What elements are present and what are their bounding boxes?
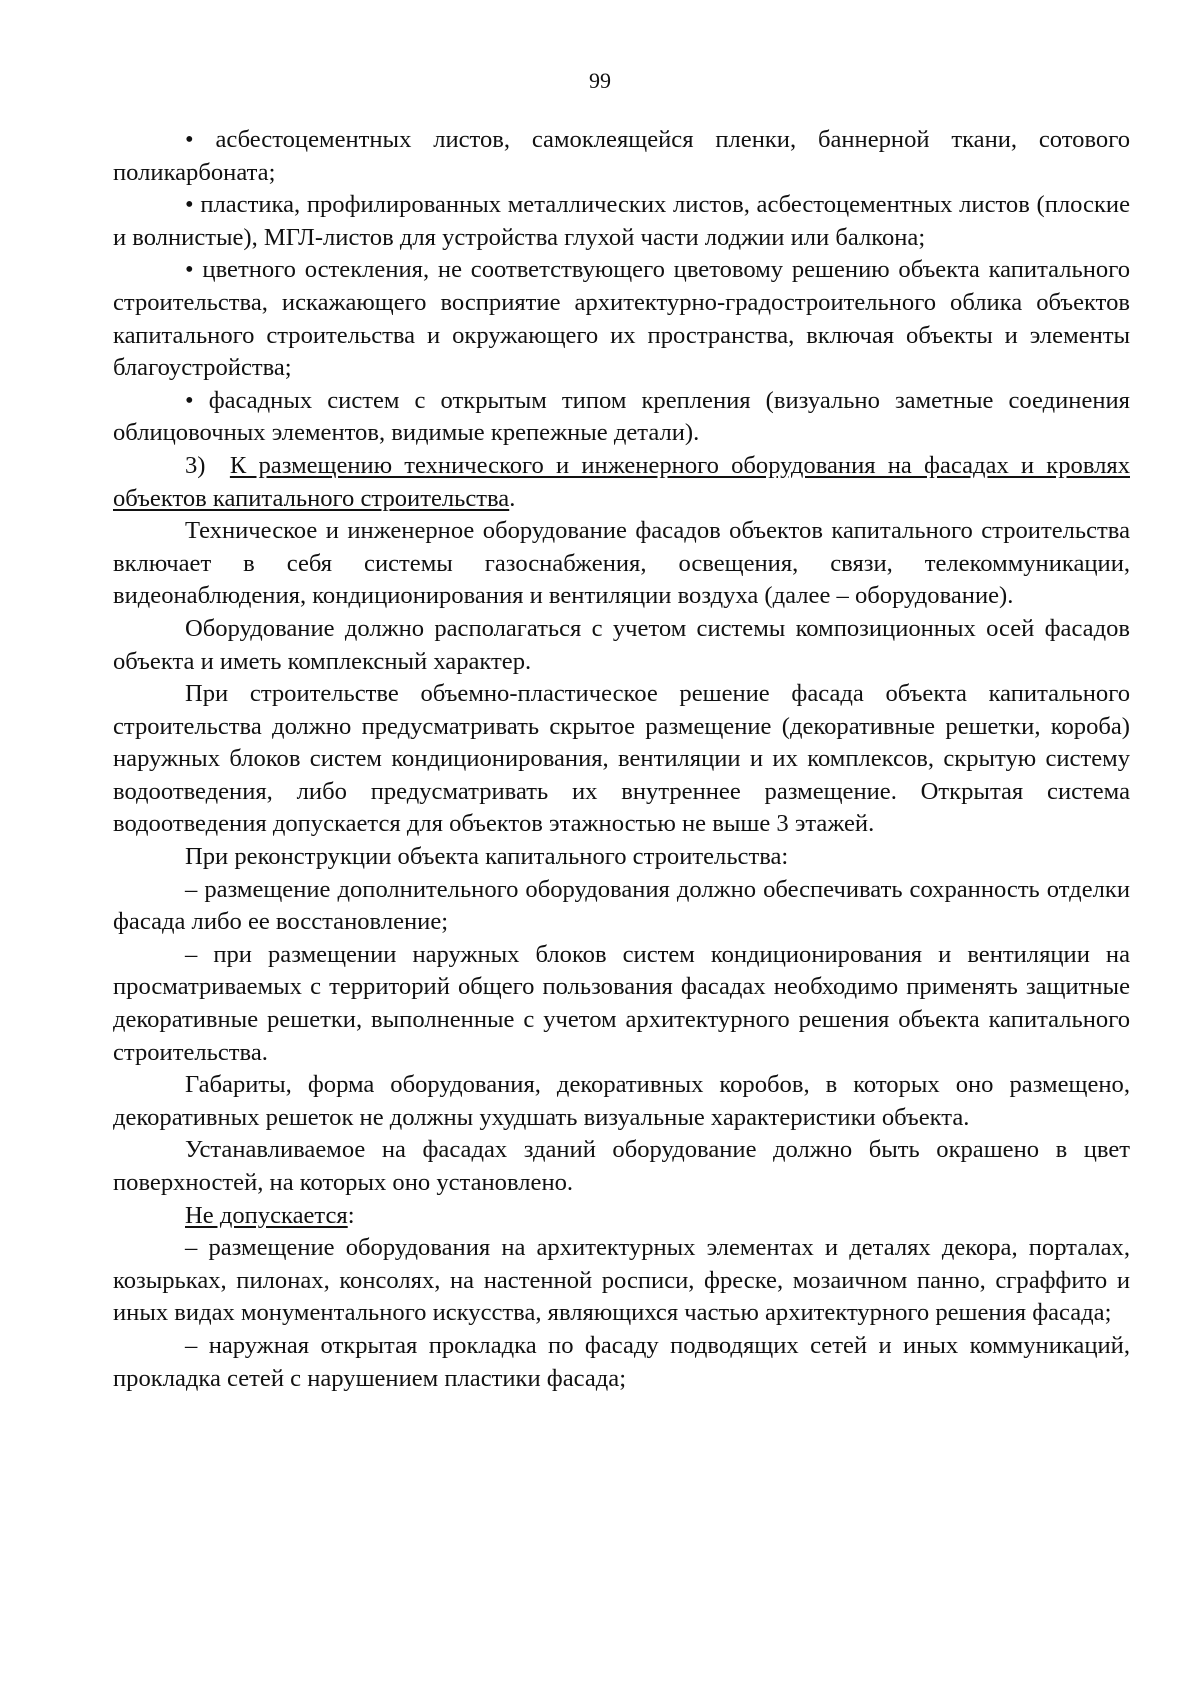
dash-paragraph: – наружная открытая прокладка по фасаду подводящих сетей и иных коммуникаций, прокладка сетей с нарушением пластики фасада; <box>113 1330 1130 1395</box>
body-paragraph: Устанавливаемое на фасадах зданий оборудование должно быть окрашено в цвет поверхностей, на которых оно установлено. <box>113 1136 1130 1196</box>
prohibited-heading-end: : <box>347 1201 355 1229</box>
body-paragraph: Техническое и инженерное оборудование фасадов объектов капитального строительства включает в себя системы газоснабжения, освещения, связи, телекоммуникации, видеонаблюдения, кондиционирования и вентиляции воздуха (далее – оборудование). <box>113 517 1130 610</box>
prohibited-heading <box>113 1200 1130 1233</box>
prohibited-title: Не допускается <box>185 1201 348 1229</box>
bullet-paragraph: • асбестоцементных листов, самоклеящейся пленки, баннерной ткани, сотового поликарбоната; <box>113 124 1130 189</box>
section-heading <box>113 450 1130 515</box>
bullet-paragraph: • цветного остекления, не соответствующего цветовому решению объекта капитального строительства, искажающего восприятие архитектурно-градостроительного облика объектов капитального строительства и окружающего их пространства, включая объекты и элементы благоустройства; <box>113 254 1130 384</box>
page-body <box>113 124 1130 1395</box>
dash-paragraph: – размещение дополнительного оборудования должно обеспечивать сохранность отделки фасада либо ее восстановление; <box>113 874 1130 939</box>
section-title: К размещению технического и инженерного оборудования на фасадах и кровлях объектов капитального строительства <box>113 451 1130 512</box>
section-number: 3) <box>185 451 206 479</box>
dash-paragraph: – при размещении наружных блоков систем кондиционирования и вентиляции на просматриваемых с территорий общего пользования фасадах необходимо применять защитные декоративные решетки, выполненные с учетом архитектурного решения объекта капитального строительства. <box>113 939 1130 1069</box>
page-number: 99 <box>589 68 611 93</box>
body-paragraph: Оборудование должно располагаться с учетом системы композиционных осей фасадов объекта и иметь комплексный характер. <box>113 614 1130 675</box>
body-paragraph: Габариты, форма оборудования, декоративных коробов, в которых оно размещено, декоративных решеток не должны ухудшать визуальные характеристики объекта. <box>113 1071 1130 1131</box>
body-paragraph: При строительстве объемно-пластическое решение фасада объекта капитального строительства должно предусматривать скрытое размещение (декоративные решетки, короба) наружных блоков систем кондиционирования, вентиляции и их комплексов, скрытую систему водоотведения, либо предусматривать их внутреннее размещение. Открытая система водоотведения допускается для объектов этажностью не выше 3 этажей. <box>113 680 1130 838</box>
body-paragraph: При реконструкции объекта капитального строительства: <box>185 843 789 871</box>
dash-paragraph: – размещение оборудования на архитектурных элементах и деталях декора, порталах, козырьках, пилонах, консолях, на настенной росписи, фреске, мозаичном панно, сграффито и иных видах монументального искусства, являющихся частью архитектурного решения фасада; <box>113 1232 1130 1330</box>
bullet-paragraph: • пластика, профилированных металлических листов, асбестоцементных листов (плоские и волнистые), МГЛ-листов для устройства глухой части лоджии или балкона; <box>113 189 1130 254</box>
bullet-paragraph: • фасадных систем с открытым типом крепления (визуально заметные соединения облицовочных элементов, видимые крепежные детали). <box>113 385 1130 450</box>
section-heading-end: . <box>509 484 516 512</box>
